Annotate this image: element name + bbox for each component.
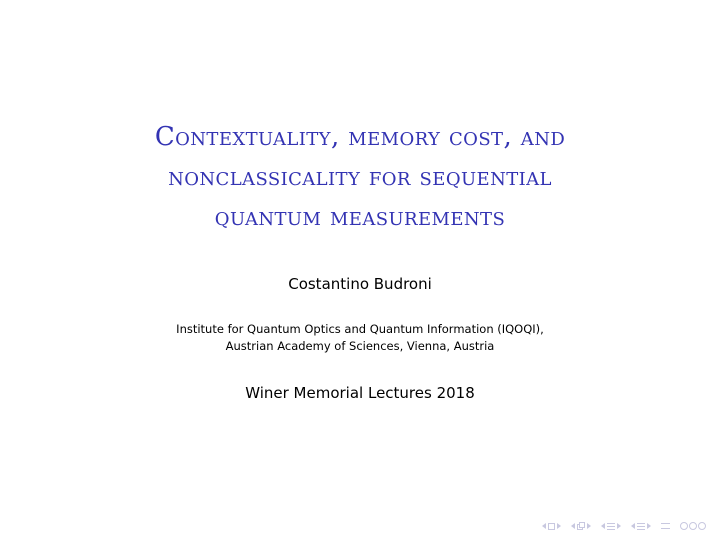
- institute-line-2: Austrian Academy of Sciences, Vienna, Austria: [225, 339, 495, 353]
- nav-section-next-icon[interactable]: [617, 523, 621, 529]
- slide-title: [0, 117, 720, 237]
- nav-document-icon[interactable]: [631, 523, 651, 530]
- nav-subsection-icon[interactable]: [571, 522, 591, 530]
- nav-document-prev-icon[interactable]: [631, 523, 635, 529]
- nav-search-loop-mid-icon[interactable]: [689, 522, 697, 530]
- nav-document-next-icon[interactable]: [647, 523, 651, 529]
- beamer-navigation-bar: [542, 519, 706, 533]
- event-date: Winer Memorial Lectures 2018: [245, 384, 475, 402]
- nav-search-loop-left-icon[interactable]: [680, 522, 688, 530]
- title-line-2: nonclassicality for sequential: [168, 162, 552, 192]
- nav-frame-box-icon: [548, 523, 555, 530]
- nav-subsection-next-icon[interactable]: [587, 523, 591, 529]
- title-line-1: Contextuality, memory cost, and: [154, 122, 566, 152]
- nav-section-lines-icon: [607, 523, 615, 530]
- nav-document-lines-icon: [637, 523, 645, 530]
- author-name: Costantino Budroni: [288, 275, 432, 293]
- nav-appendix-icon[interactable]: [661, 523, 670, 529]
- nav-search-loop-right-icon[interactable]: [698, 522, 706, 530]
- nav-subsection-stack-icon: [577, 522, 585, 530]
- nav-appendix-eq-icon[interactable]: [661, 523, 670, 529]
- institute: [0, 321, 720, 355]
- nav-section-icon[interactable]: [601, 523, 621, 530]
- nav-section-prev-icon[interactable]: [601, 523, 605, 529]
- nav-frame-next-icon[interactable]: [557, 523, 561, 529]
- title-line-3: quantum measurements: [214, 202, 506, 232]
- nav-search-icon[interactable]: [680, 522, 706, 530]
- nav-subsection-prev-icon[interactable]: [571, 523, 575, 529]
- nav-frame-icon[interactable]: [542, 523, 561, 530]
- nav-frame-prev-icon[interactable]: [542, 523, 546, 529]
- institute-line-1: Institute for Quantum Optics and Quantum Information (IQOQI),: [176, 322, 544, 336]
